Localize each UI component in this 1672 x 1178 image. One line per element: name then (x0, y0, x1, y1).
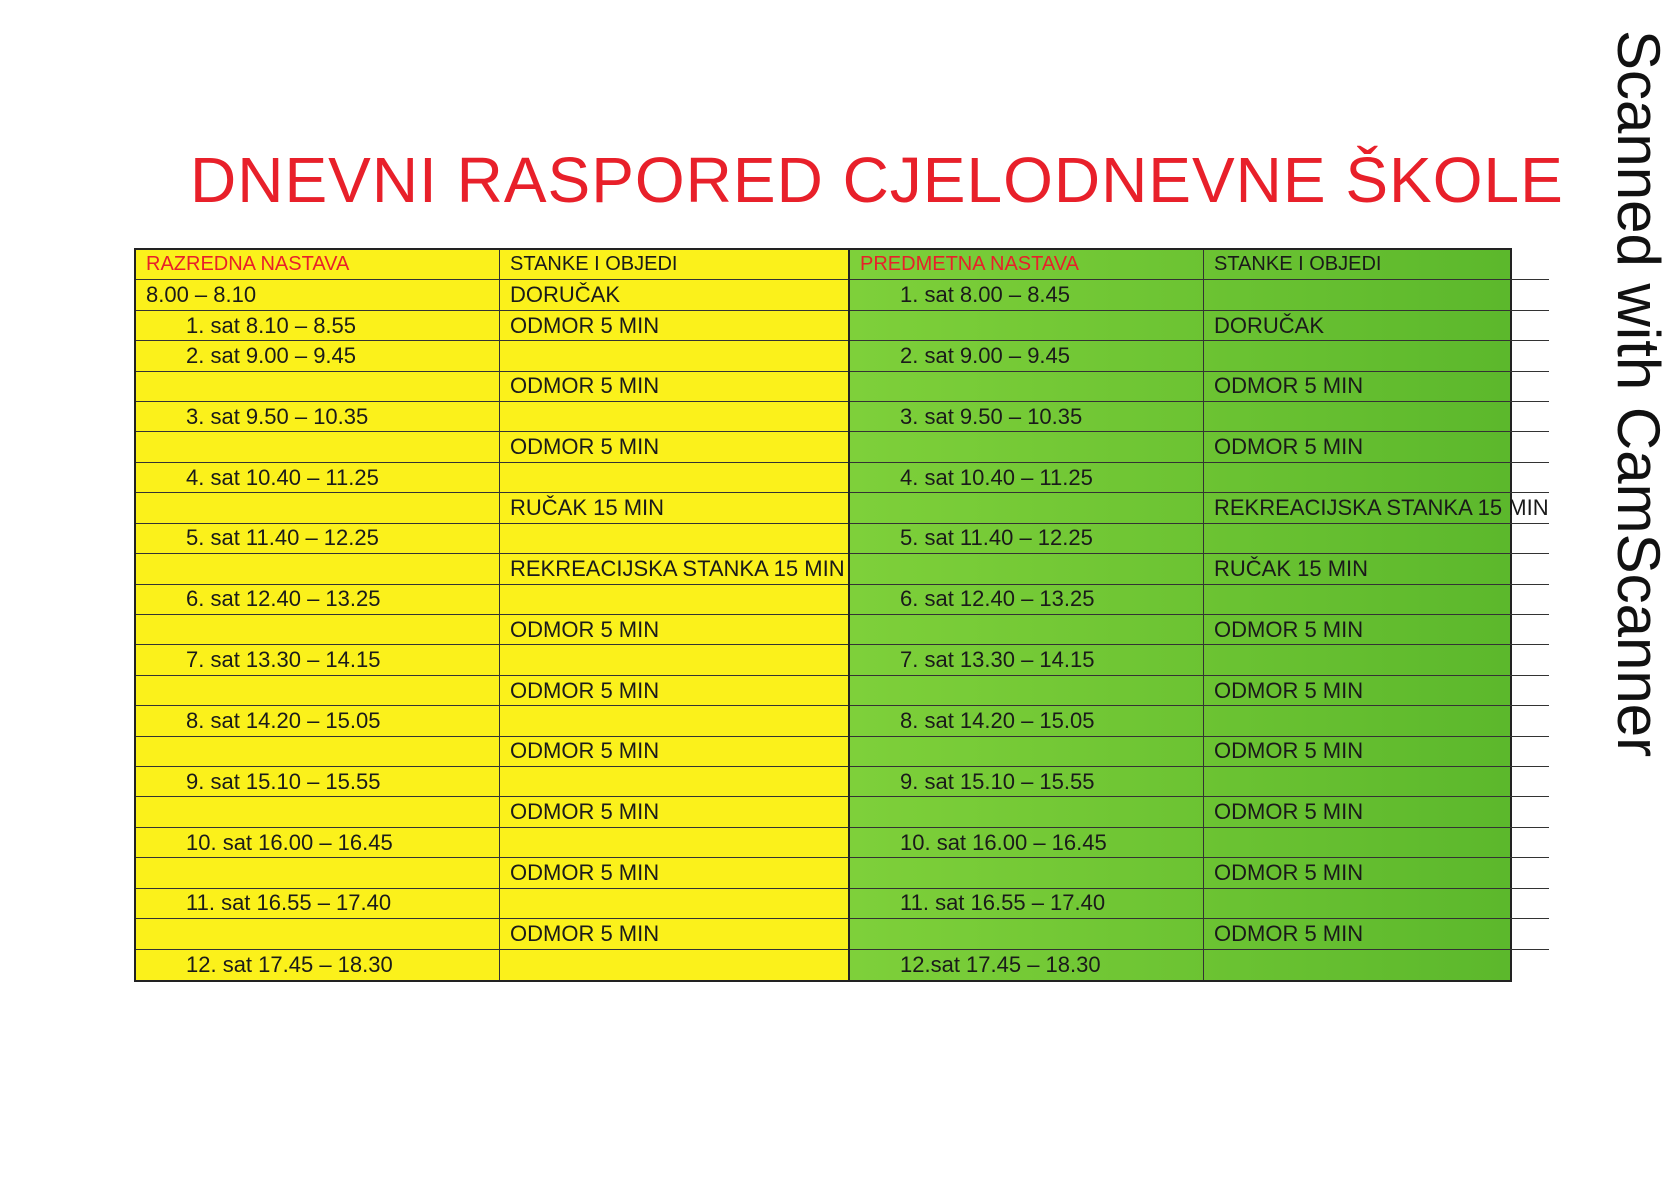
table-row (136, 341, 848, 371)
break-cell (1204, 889, 1549, 918)
lesson-cell: 2. sat 9.00 – 9.45 (850, 341, 1204, 370)
table-row (850, 737, 1549, 767)
break-cell: ODMOR 5 MIN (510, 920, 660, 946)
lesson-cell: 12.sat 17.45 – 18.30 (850, 950, 1204, 980)
table-row (850, 615, 1549, 645)
lesson-cell: 9. sat 15.10 – 15.55 (850, 767, 1204, 796)
lesson-cell (850, 432, 1204, 461)
break-cell (500, 585, 848, 614)
break-cell: DORUČAK (1214, 312, 1325, 338)
lesson-cell: 6. sat 12.40 – 13.25 (850, 585, 1204, 614)
table-row (136, 706, 848, 736)
lesson-cell (136, 858, 500, 887)
break-cell (500, 828, 848, 857)
lesson-cell: 10. sat 16.00 – 16.45 (850, 828, 1204, 857)
lesson-cell: 4. sat 10.40 – 11.25 (850, 463, 1204, 492)
lesson-cell (850, 797, 1204, 826)
break-cell (1204, 524, 1549, 553)
lesson-cell: 7. sat 13.30 – 14.15 (136, 645, 500, 674)
lesson-cell: 11. sat 16.55 – 17.40 (850, 889, 1204, 918)
break-cell: ODMOR 5 MIN (510, 677, 660, 703)
lesson-cell: 1. sat 8.00 – 8.45 (850, 280, 1204, 309)
table-row (850, 828, 1549, 858)
lesson-cell (136, 737, 500, 766)
lesson-cell: 4. sat 10.40 – 11.25 (136, 463, 500, 492)
table-row (850, 280, 1549, 310)
lesson-cell: 6. sat 12.40 – 13.25 (136, 585, 500, 614)
table-row (850, 889, 1549, 919)
table-row (850, 554, 1549, 584)
break-cell: ODMOR 5 MIN (1214, 738, 1364, 764)
break-cell (1204, 950, 1549, 980)
break-cell: REKREACIJSKA STANKA 15 MIN (1214, 495, 1549, 521)
table-header-row (136, 250, 848, 280)
break-cell: ODMOR 5 MIN (1214, 677, 1364, 703)
table-row (850, 676, 1549, 706)
break-cell (1204, 402, 1549, 431)
table-row (136, 615, 848, 645)
header-razredna-nastava: RAZREDNA NASTAVA (136, 250, 500, 279)
lesson-cell (850, 919, 1204, 948)
lesson-cell (136, 372, 500, 401)
table-row (136, 585, 848, 615)
table-row (850, 919, 1549, 949)
break-cell (1204, 706, 1549, 735)
break-cell: ODMOR 5 MIN (510, 312, 660, 338)
lesson-cell (136, 493, 500, 522)
table-row (136, 372, 848, 402)
page-title: DNEVNI RASPORED CJELODNEVNE ŠKOLE (190, 144, 1564, 216)
table-row (850, 858, 1549, 888)
break-cell (500, 645, 848, 674)
break-cell (1204, 341, 1549, 370)
lesson-cell: 10. sat 16.00 – 16.45 (136, 828, 500, 857)
table-header-row (850, 250, 1549, 280)
break-cell (1204, 767, 1549, 796)
lesson-cell (136, 432, 500, 461)
table-row (136, 645, 848, 675)
table-row (850, 645, 1549, 675)
lesson-cell: 11. sat 16.55 – 17.40 (136, 889, 500, 918)
table-row (850, 524, 1549, 554)
table-row (136, 463, 848, 493)
table-row (136, 737, 848, 767)
break-cell (500, 402, 848, 431)
lesson-cell: 1. sat 8.10 – 8.55 (136, 311, 500, 340)
lesson-cell (850, 858, 1204, 887)
lesson-cell (850, 372, 1204, 401)
break-cell: ODMOR 5 MIN (1214, 860, 1364, 886)
watermark-text: Scanned with CamScanner (1605, 30, 1672, 758)
table-row (850, 706, 1549, 736)
break-cell (1204, 585, 1549, 614)
header-stanke-i-objedi: STANKE I OBJEDI (510, 253, 678, 276)
table-row (850, 432, 1549, 462)
razredna-nastava-table (134, 248, 850, 982)
table-row (136, 311, 848, 341)
lesson-cell (136, 919, 500, 948)
table-row (136, 280, 848, 310)
lesson-cell (850, 311, 1204, 340)
table-row (136, 797, 848, 827)
table-row (136, 432, 848, 462)
break-cell (1204, 280, 1549, 309)
break-cell: ODMOR 5 MIN (1214, 434, 1364, 460)
lesson-cell: 5. sat 11.40 – 12.25 (850, 524, 1204, 553)
table-row (136, 493, 848, 523)
table-row (136, 950, 848, 980)
lesson-cell: 12. sat 17.45 – 18.30 (136, 950, 500, 980)
table-row (850, 311, 1549, 341)
table-row (850, 463, 1549, 493)
header-predmetna-nastava: PREDMETNA NASTAVA (850, 250, 1204, 279)
lesson-cell (136, 676, 500, 705)
break-cell: ODMOR 5 MIN (1214, 616, 1364, 642)
table-row (136, 889, 848, 919)
break-cell: ODMOR 5 MIN (1214, 799, 1364, 825)
lesson-cell (850, 493, 1204, 522)
table-row (136, 828, 848, 858)
break-cell: RUČAK 15 MIN (1214, 555, 1369, 581)
break-cell (1204, 645, 1549, 674)
break-cell (500, 341, 848, 370)
lesson-cell: 9. sat 15.10 – 15.55 (136, 767, 500, 796)
table-row (850, 950, 1549, 980)
table-row (136, 676, 848, 706)
table-row (850, 341, 1549, 371)
break-cell (500, 950, 848, 980)
break-cell: ODMOR 5 MIN (1214, 373, 1364, 399)
lesson-cell (136, 615, 500, 644)
table-row (850, 493, 1549, 523)
break-cell (1204, 828, 1549, 857)
break-cell: ODMOR 5 MIN (1214, 920, 1364, 946)
break-cell: DORUČAK (510, 282, 621, 308)
break-cell: ODMOR 5 MIN (510, 738, 660, 764)
lesson-cell: 8. sat 14.20 – 15.05 (136, 706, 500, 735)
break-cell: ODMOR 5 MIN (510, 799, 660, 825)
lesson-cell: 3. sat 9.50 – 10.35 (136, 402, 500, 431)
table-row (850, 797, 1549, 827)
lesson-cell (850, 676, 1204, 705)
table-row (136, 554, 848, 584)
table-row (136, 919, 848, 949)
lesson-cell (850, 737, 1204, 766)
break-cell: REKREACIJSKA STANKA 15 MIN (510, 555, 845, 581)
scanner-watermark (1605, 30, 1672, 758)
table-row (850, 402, 1549, 432)
break-cell (500, 463, 848, 492)
break-cell (500, 706, 848, 735)
table-row (136, 524, 848, 554)
lesson-cell: 3. sat 9.50 – 10.35 (850, 402, 1204, 431)
break-cell (500, 767, 848, 796)
break-cell (500, 889, 848, 918)
lesson-cell: 8. sat 14.20 – 15.05 (850, 706, 1204, 735)
lesson-cell (136, 554, 500, 583)
table-row (850, 767, 1549, 797)
lesson-cell (136, 797, 500, 826)
break-cell: RUČAK 15 MIN (510, 495, 665, 521)
lesson-cell: 2. sat 9.00 – 9.45 (136, 341, 500, 370)
lesson-cell: 7. sat 13.30 – 14.15 (850, 645, 1204, 674)
table-row (136, 402, 848, 432)
lesson-cell: 5. sat 11.40 – 12.25 (136, 524, 500, 553)
table-row (136, 858, 848, 888)
header-stanke-i-objedi: STANKE I OBJEDI (1214, 253, 1382, 276)
table-row (850, 585, 1549, 615)
predmetna-nastava-table (848, 248, 1549, 982)
lesson-cell: 8.00 – 8.10 (136, 280, 500, 309)
break-cell (500, 524, 848, 553)
table-row (850, 372, 1549, 402)
lesson-cell (850, 615, 1204, 644)
table-row (136, 767, 848, 797)
break-cell: ODMOR 5 MIN (510, 860, 660, 886)
break-cell: ODMOR 5 MIN (510, 373, 660, 399)
break-cell: ODMOR 5 MIN (510, 616, 660, 642)
break-cell: ODMOR 5 MIN (510, 434, 660, 460)
break-cell (1204, 463, 1549, 492)
lesson-cell (850, 554, 1204, 583)
